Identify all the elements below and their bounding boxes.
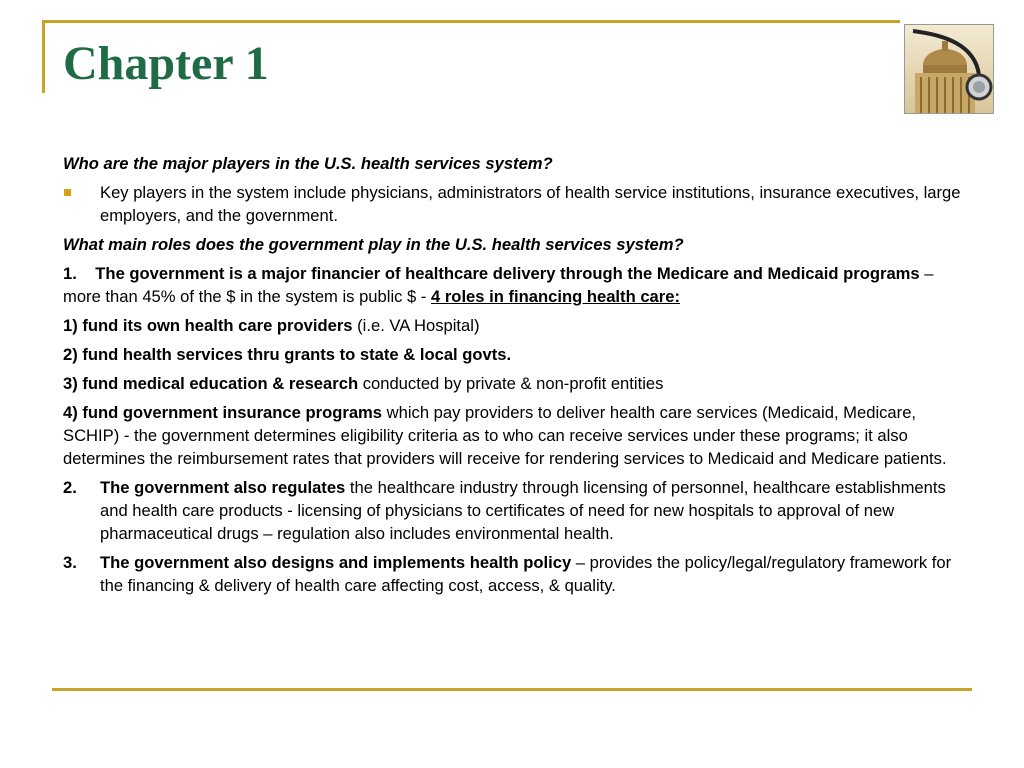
top-rule <box>42 20 900 23</box>
question-government-roles: What main roles does the government play in the U.S. health services system? <box>63 235 684 254</box>
slide-title: Chapter 1 <box>63 37 269 90</box>
role-4-text: which pay providers to deliver health care services (Medicaid, Medicare, SCHIP) - the government determines eligibility criteria as to who can receive services under these programs; it also determines the reimbursement rates that providers will receive for rendering services to Medicaid and Medicare patients. <box>63 403 947 468</box>
role-1-bold: 1) fund its own health care providers <box>63 316 353 335</box>
point-3-policy <box>63 551 963 597</box>
role-3-text: conducted by private & non-profit entities <box>358 374 664 393</box>
bottom-rule <box>52 688 972 691</box>
role-2-bold: 2) fund health services thru grants to state & local govts. <box>63 345 512 364</box>
point-3-text: – provides the policy/legal/regulatory framework for the financing & delivery of health care affecting cost, access, & quality. <box>100 553 952 595</box>
point-2-text: the healthcare industry through licensing of personnel, healthcare establishments and health care products - licensing of physicians to certificates of need for new hospitals to approval of new pharmaceutical drugs – regulation also includes environmental health. <box>100 478 946 543</box>
role-4-bold: 4) fund government insurance programs <box>63 403 383 422</box>
bullet-text: Key players in the system include physicians, administrators of health service institutions, insurance executives, large employers, and the government. <box>100 183 961 225</box>
left-accent-bar <box>42 20 45 93</box>
capitol-stethoscope-photo <box>904 24 994 114</box>
role-4 <box>63 401 963 470</box>
point-2-regulates <box>63 476 963 545</box>
slide-body <box>63 152 963 603</box>
point-2-number: 2. <box>63 478 77 497</box>
role-3-bold: 3) fund medical education & research <box>63 374 359 393</box>
financing-roles-heading: 4 roles in financing health care: <box>431 287 680 306</box>
bullet-key-players <box>63 181 963 227</box>
question-players: Who are the major players in the U.S. health services system? <box>63 154 553 173</box>
role-2 <box>63 343 963 366</box>
role-3 <box>63 372 963 395</box>
role-1 <box>63 314 963 337</box>
point-1-financier <box>63 262 963 308</box>
point-1-text: – more than 45% of the $ in the system is public $ - <box>63 264 934 306</box>
point-1-bold: The government is a major financier of healthcare delivery through the Medicare and Medicaid programs <box>95 264 920 283</box>
role-1-text: (i.e. VA Hospital) <box>352 316 480 335</box>
point-3-number: 3. <box>63 553 77 572</box>
square-bullet-icon <box>64 189 71 196</box>
point-2-bold: The government also regulates <box>100 478 346 497</box>
point-1-number: 1. <box>63 264 77 283</box>
capitol-stethoscope-icon <box>905 25 993 113</box>
point-3-bold: The government also designs and implements health policy <box>100 553 572 572</box>
